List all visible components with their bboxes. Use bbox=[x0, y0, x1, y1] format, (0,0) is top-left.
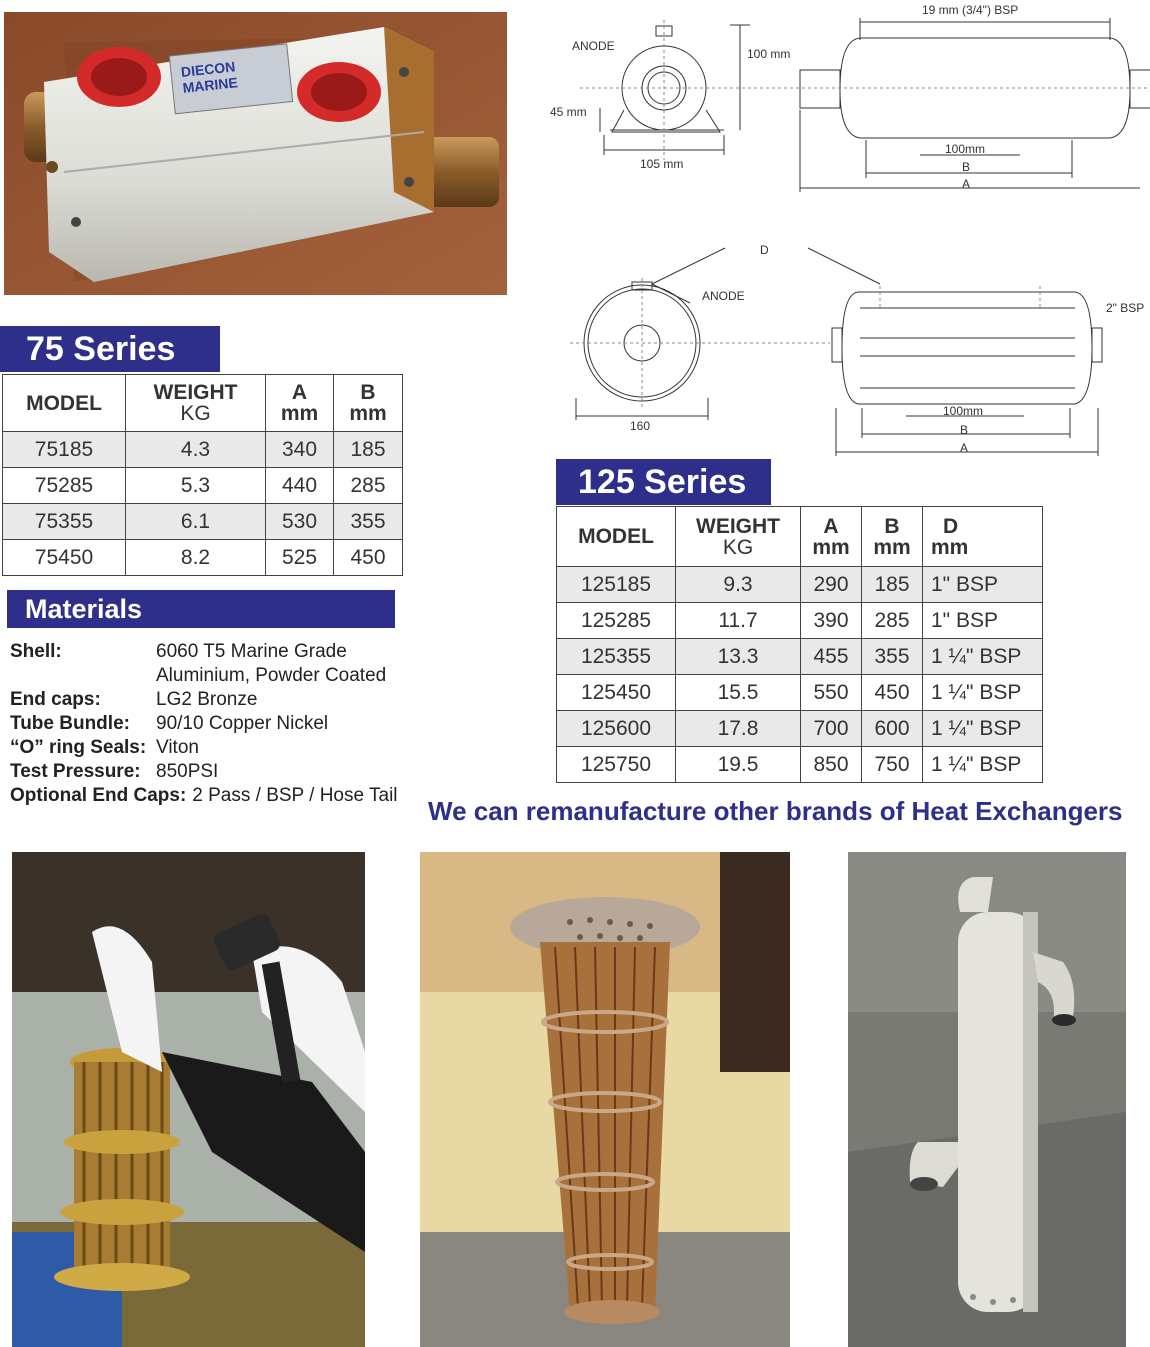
table-row bbox=[557, 639, 1043, 675]
cell-b: 450 bbox=[862, 675, 923, 711]
cell-d: 1 ¼" BSP bbox=[923, 711, 1043, 747]
table-header-row bbox=[557, 507, 1043, 567]
drawing-125-dim-width: 160 bbox=[630, 419, 651, 433]
drawing-75-dim-100: 100mm bbox=[945, 142, 986, 156]
tube-value: 90/10 Copper Nickel bbox=[156, 713, 329, 734]
drawing-125-dim-b: B bbox=[960, 423, 969, 437]
drawing-125-d-label: D bbox=[760, 243, 769, 257]
cell-a: 455 bbox=[801, 639, 862, 675]
drawing-75-dim-base: 45 mm bbox=[550, 105, 587, 119]
table-row bbox=[3, 540, 403, 576]
cell-b: 285 bbox=[862, 603, 923, 639]
cell-model: 75185 bbox=[3, 432, 126, 468]
series-125-title: 125 Series bbox=[556, 459, 771, 505]
list-item bbox=[10, 760, 420, 784]
cell-model: 125750 bbox=[557, 747, 676, 783]
list-item bbox=[10, 784, 420, 808]
header-model: MODEL bbox=[3, 375, 126, 432]
series-125-table bbox=[556, 506, 1043, 783]
drawing-75-dim-width: 105 mm bbox=[640, 157, 684, 171]
header-b: B mm bbox=[862, 507, 923, 567]
cell-b: 600 bbox=[862, 711, 923, 747]
cell-model: 125355 bbox=[557, 639, 676, 675]
list-item bbox=[10, 736, 420, 760]
cell-b: 450 bbox=[334, 540, 403, 576]
cell-d: 1 ¼" BSP bbox=[923, 675, 1043, 711]
shell-label: Shell: bbox=[10, 641, 62, 662]
table-row bbox=[557, 747, 1043, 783]
series-75-title: 75 Series bbox=[0, 326, 220, 372]
drawing-75-dim-height: 100 mm bbox=[747, 47, 791, 61]
cell-a: 850 bbox=[801, 747, 862, 783]
drawing-75-dim-a: A bbox=[962, 177, 971, 191]
cell-weight: 13.3 bbox=[676, 639, 801, 675]
header-weight: WEIGHT KG bbox=[676, 507, 801, 567]
cell-weight: 6.1 bbox=[126, 504, 266, 540]
table-row bbox=[557, 711, 1043, 747]
cell-weight: 15.5 bbox=[676, 675, 801, 711]
cell-a: 440 bbox=[266, 468, 334, 504]
cell-b: 285 bbox=[334, 468, 403, 504]
drawing-125-dim-100: 100mm bbox=[943, 404, 984, 418]
header-weight: WEIGHT KG bbox=[126, 375, 266, 432]
cell-d: 1 ¼" BSP bbox=[923, 747, 1043, 783]
optional-label: Optional End Caps: bbox=[10, 785, 187, 806]
materials-title: Materials bbox=[7, 590, 395, 628]
cell-b: 355 bbox=[334, 504, 403, 540]
svg-text:DIECON: DIECON bbox=[180, 58, 236, 80]
oring-value: Viton bbox=[156, 737, 199, 758]
cell-a: 525 bbox=[266, 540, 334, 576]
cell-model: 125285 bbox=[557, 603, 676, 639]
cell-weight: 8.2 bbox=[126, 540, 266, 576]
table-row bbox=[3, 432, 403, 468]
table-header-row bbox=[3, 375, 403, 432]
header-a: A mm bbox=[801, 507, 862, 567]
drawing-125-dim-a: A bbox=[960, 441, 969, 455]
table-row bbox=[557, 675, 1043, 711]
cell-d: 1" BSP bbox=[923, 603, 1043, 639]
cell-b: 185 bbox=[862, 567, 923, 603]
header-a: A mm bbox=[266, 375, 334, 432]
cell-weight: 9.3 bbox=[676, 567, 801, 603]
product-photo bbox=[4, 12, 507, 295]
rebuild-photo bbox=[12, 852, 365, 1347]
cell-weight: 17.8 bbox=[676, 711, 801, 747]
tube-label: Tube Bundle: bbox=[10, 713, 130, 734]
oring-label: “O” ring Seals: bbox=[10, 737, 147, 758]
tagline: We can remanufacture other brands of Heat Exchangers bbox=[428, 796, 1123, 826]
list-item bbox=[10, 688, 420, 712]
cell-weight: 11.7 bbox=[676, 603, 801, 639]
cell-b: 750 bbox=[862, 747, 923, 783]
endcaps-value: LG2 Bronze bbox=[156, 689, 258, 710]
drawing-125-anode: ANODE bbox=[702, 289, 745, 303]
drawing-125-series bbox=[540, 238, 1150, 463]
cell-model: 125600 bbox=[557, 711, 676, 747]
cell-b: 185 bbox=[334, 432, 403, 468]
cell-a: 290 bbox=[801, 567, 862, 603]
test-value: 850PSI bbox=[156, 761, 219, 782]
shell-value: 6060 T5 Marine Grade Aluminium, Powder Coated bbox=[156, 641, 387, 686]
test-label: Test Pressure: bbox=[10, 761, 141, 782]
cell-a: 700 bbox=[801, 711, 862, 747]
cell-a: 530 bbox=[266, 504, 334, 540]
cell-a: 390 bbox=[801, 603, 862, 639]
materials-list bbox=[10, 640, 420, 808]
drawing-75-series bbox=[540, 0, 1150, 200]
cell-a: 340 bbox=[266, 432, 334, 468]
drawing-75-dim-b: B bbox=[962, 160, 971, 174]
cell-weight: 19.5 bbox=[676, 747, 801, 783]
heat-exchanger-photo bbox=[848, 852, 1126, 1347]
tube-bundle-photo bbox=[420, 852, 790, 1347]
table-row bbox=[557, 567, 1043, 603]
table-row bbox=[557, 603, 1043, 639]
list-item bbox=[10, 712, 420, 736]
cell-b: 355 bbox=[862, 639, 923, 675]
cell-d: 1 ¼" BSP bbox=[923, 639, 1043, 675]
cell-model: 125185 bbox=[557, 567, 676, 603]
list-item bbox=[10, 640, 420, 688]
series-75-table bbox=[2, 374, 403, 576]
cell-weight: 4.3 bbox=[126, 432, 266, 468]
header-d: D mm bbox=[923, 507, 1043, 567]
optional-value: 2 Pass / BSP / Hose Tail bbox=[192, 785, 398, 806]
header-b: B mm bbox=[334, 375, 403, 432]
endcaps-label: End caps: bbox=[10, 689, 101, 710]
drawing-75-dim-top: 19 mm (3/4") BSP bbox=[922, 3, 1019, 17]
cell-weight: 5.3 bbox=[126, 468, 266, 504]
table-row bbox=[3, 468, 403, 504]
table-row bbox=[3, 504, 403, 540]
svg-text:MARINE: MARINE bbox=[181, 74, 239, 96]
cell-model: 125450 bbox=[557, 675, 676, 711]
cell-model: 75285 bbox=[3, 468, 126, 504]
drawing-75-anode: ANODE bbox=[572, 39, 615, 53]
cell-a: 550 bbox=[801, 675, 862, 711]
cell-d: 1" BSP bbox=[923, 567, 1043, 603]
drawing-125-bsp: 2" BSP bbox=[1106, 301, 1145, 315]
header-model: MODEL bbox=[557, 507, 676, 567]
cell-model: 75355 bbox=[3, 504, 126, 540]
cell-model: 75450 bbox=[3, 540, 126, 576]
